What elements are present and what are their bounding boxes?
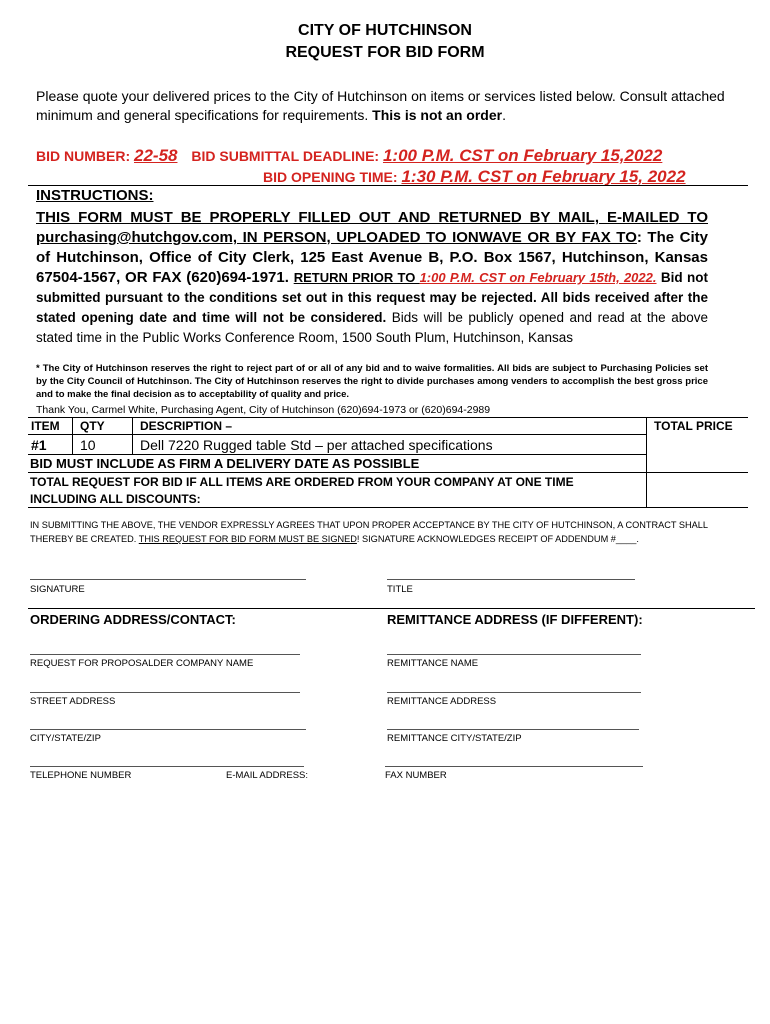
- divider: [28, 185, 748, 186]
- email-label: E-MAIL ADDRESS:: [226, 770, 309, 781]
- table-row-rule: [28, 454, 646, 455]
- opening-label: BID OPENING TIME:: [263, 169, 398, 185]
- instructions-p3: Bid not submitted pursuant to the conditions set out in this request may be rejected. All bids received after the stated opening date and time will not be considered.: [36, 270, 708, 325]
- thanks-line: Thank You, Carmel White, Purchasing Agent, City of Hutchinson (620)694-1973 or (620)694-2989: [36, 404, 491, 416]
- company-name-field[interactable]: [30, 654, 300, 655]
- signature-label: SIGNATURE: [30, 584, 85, 595]
- telephone-label: TELEPHONE NUMBER: [30, 770, 132, 781]
- return-label: RETURN PRIOR TO: [293, 270, 420, 285]
- form-title-line1: CITY OF HUTCHINSON: [298, 22, 472, 39]
- delivery-note: BID MUST INCLUDE AS FIRM A DELIVERY DATE AS POSSIBLE: [30, 456, 420, 471]
- reservation-note: * The City of Hutchinson reserves the right to reject part of or all of any bid and to waive formalities. All bids are subject to Purchasing Policies set by the City Council of Hutchinson. The City of Hutchinson reserves the right to divide purchases among venders to accomplish the best gross price and to make the final decision as to acceptability of quality and price.: [36, 363, 708, 400]
- instructions-p4: Bids will be publicly opened and read at the above stated time in the Public Works Conference Room, 1500 South Plum, Hutchinson, Kansas: [36, 310, 708, 345]
- table-col-rule: [132, 417, 133, 454]
- total-note-line2: INCLUDING ALL DISCOUNTS:: [30, 492, 201, 506]
- title-field[interactable]: [387, 579, 635, 580]
- row-description: Dell 7220 Rugged table Std – per attached specifications: [140, 437, 493, 453]
- instructions-heading: INSTRUCTIONS:: [36, 187, 154, 204]
- intro-paragraph: [36, 87, 736, 125]
- street-address-field[interactable]: [30, 692, 300, 693]
- instructions-body: [36, 208, 708, 348]
- agreement-signed-notice: THIS REQUEST FOR BID FORM MUST BE SIGNED: [138, 534, 357, 544]
- header-total-price: TOTAL PRICE: [654, 419, 733, 433]
- city-state-zip-field[interactable]: [30, 729, 306, 730]
- agreement-line2: [30, 534, 639, 544]
- fax-field[interactable]: [385, 766, 643, 767]
- header-item: ITEM: [31, 419, 60, 433]
- header-qty: QTY: [80, 419, 105, 433]
- bid-number-label: BID NUMBER:: [36, 148, 131, 164]
- deadline-value: 1:00 P.M. CST on February 15,2022: [382, 146, 663, 165]
- intro-text: Please quote your delivered prices to the City of Hutchinson on items or services listed below. Consult attached minimum and general specifications for requirements.: [36, 88, 725, 123]
- return-value: 1:00 P.M. CST on February 15th, 2022.: [419, 270, 657, 285]
- fax-label: FAX NUMBER: [385, 770, 447, 781]
- row-qty: 10: [80, 437, 96, 453]
- telephone-field[interactable]: [30, 766, 304, 767]
- intro-bold: This is not an order: [372, 107, 503, 123]
- remittance-address-label: REMITTANCE ADDRESS: [387, 696, 497, 707]
- bid-number-value: 22-58: [134, 146, 178, 165]
- title-label: TITLE: [387, 584, 413, 595]
- divider: [28, 608, 755, 609]
- remittance-name-field[interactable]: [387, 654, 641, 655]
- remittance-city-field[interactable]: [387, 729, 639, 730]
- table-top-rule: [28, 417, 748, 418]
- agreement-addendum: ! SIGNATURE ACKNOWLEDGES RECEIPT OF ADDENDUM #____.: [356, 534, 639, 544]
- company-name-label: REQUEST FOR PROPOSALDER COMPANY NAME: [30, 658, 254, 669]
- instructions-p1: THIS FORM MUST BE PROPERLY FILLED OUT AND RETURNED BY MAIL, E-MAILED TO purchasing@hutchgov.com, IN PERSON, UPLOADED TO IONWAVE OR BY FAX TO: [36, 209, 708, 246]
- table-header-rule: [28, 434, 646, 435]
- agreement-line1: IN SUBMITTING THE ABOVE, THE VENDOR EXPRESSLY AGREES THAT UPON PROPER ACCEPTANCE BY THE CITY OF HUTCHINSON, A CONTRACT SHALL: [30, 520, 708, 530]
- bid-number-row: [36, 146, 662, 166]
- remittance-city-label: REMITTANCE CITY/STATE/ZIP: [387, 733, 522, 744]
- opening-row: [263, 167, 686, 187]
- total-note-line1: TOTAL REQUEST FOR BID IF ALL ITEMS ARE ORDERED FROM YOUR COMPANY AT ONE TIME: [30, 475, 574, 489]
- opening-value: 1:30 P.M. CST on February 15, 2022: [401, 167, 686, 186]
- signature-field[interactable]: [30, 579, 306, 580]
- remittance-name-label: REMITTANCE NAME: [387, 658, 479, 669]
- remittance-heading: REMITTANCE ADDRESS (IF DIFFERENT):: [387, 612, 643, 627]
- deadline-label: BID SUBMITTAL DEADLINE:: [191, 148, 380, 164]
- table-bottom-rule: [28, 507, 748, 508]
- table-delivery-rule: [28, 472, 748, 473]
- remittance-address-field[interactable]: [387, 692, 641, 693]
- instructions-p2: : The City of Hutchinson, Office of City Clerk, 125 East Avenue B, P.O. Box 1567, Hutchinson, Kansas 67504-1567, OR FAX (620)694-1971.: [36, 229, 708, 286]
- table-col-rule: [72, 417, 73, 454]
- ordering-heading: ORDERING ADDRESS/CONTACT:: [30, 612, 236, 627]
- street-address-label: STREET ADDRESS: [30, 696, 116, 707]
- city-state-zip-label: CITY/STATE/ZIP: [30, 733, 101, 744]
- agreement-text: THEREBY BE CREATED.: [30, 534, 139, 544]
- table-col-rule: [646, 417, 647, 507]
- form-title-line2: REQUEST FOR BID FORM: [285, 44, 485, 61]
- header-description: DESCRIPTION –: [140, 419, 233, 433]
- row-item: #1: [31, 437, 47, 453]
- intro-end: .: [502, 107, 506, 123]
